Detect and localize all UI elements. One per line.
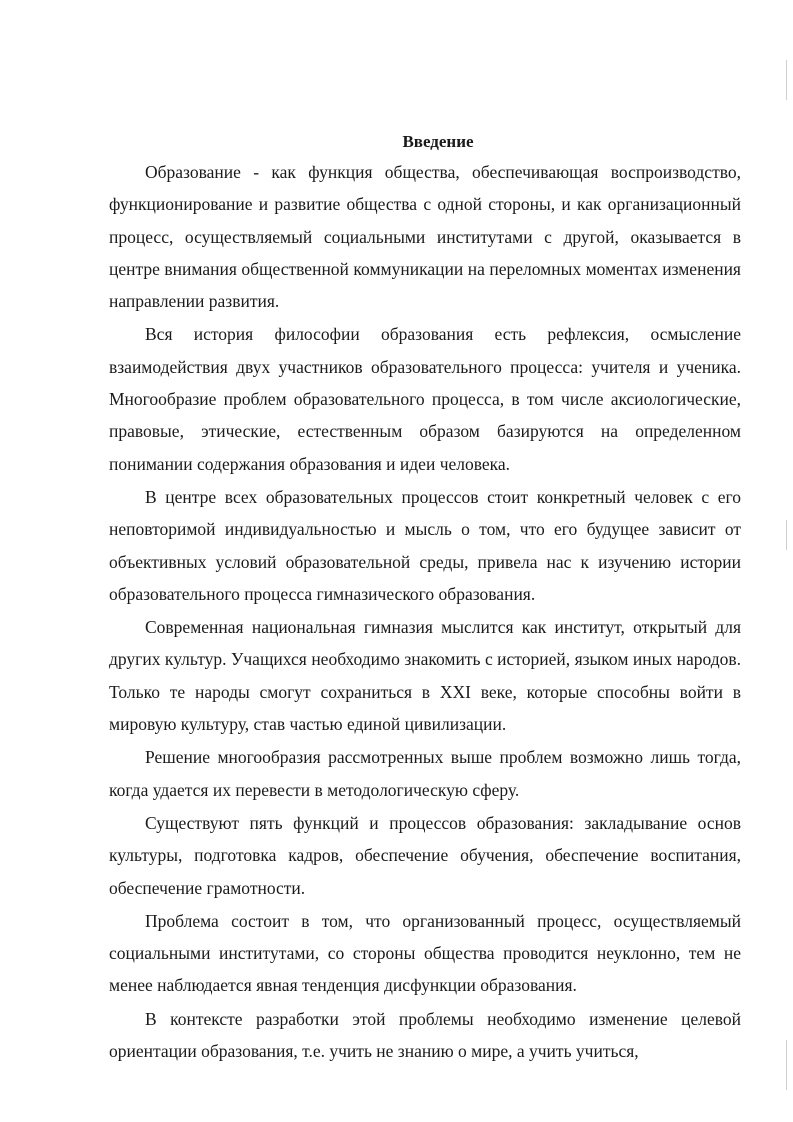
document-body <box>109 128 741 1067</box>
scan-edge-mark <box>786 60 787 100</box>
paragraph-8: В контексте разработки этой проблемы необходимо изменение целевой ориентации образования, т.е. учить не знанию о мире, а учить учиться, <box>109 1008 741 1062</box>
paragraph-3: В центре всех образовательных процессов стоит конкретный человек с его неповторимой индивидуальностью и мысль о том, что его будущее зависит от объективных условий образовательной среды, привела нас к изучению истории образовательного процесса гимназического образования. <box>109 486 741 604</box>
scan-edge-mark <box>786 520 787 550</box>
paragraph-2: Вся история философии образования есть рефлексия, осмысление взаимодействия двух участников образовательного процесса: учителя и ученика. Многообразие проблем образовательного процесса, в том числе аксиологические, правовые, этические, естественным образом базируются на определенном понимании содержания образования и идеи человека. <box>109 324 741 474</box>
document-heading: Введение <box>402 132 474 151</box>
paragraph-1: Образование - как функция общества, обеспечивающая воспроизводство, функционирование и развитие общества с одной стороны, и как организационный процесс, осуществляемый социальными институтами с другой, оказывается в центре внимания общественной коммуникации на переломных моментах изменения направлении развития. <box>109 162 741 312</box>
scan-edge-mark <box>786 1040 787 1090</box>
paragraph-6: Существуют пять функций и процессов образования: закладывание основ культуры, подготовка кадров, обеспечение обучения, обеспечение воспитания, обеспечение грамотности. <box>109 812 741 898</box>
paragraph-4: Современная национальная гимназия мыслится как институт, открытый для других культур. Учащихся необходимо знакомить с историей, языком иных народов. Только те народы смогут сохраниться в XXI веке, которые способны войти в мировую культуру, став частью единой цивилизации. <box>109 617 741 735</box>
paragraph-7: Проблема состоит в том, что организованный процесс, осуществляемый социальными институтами, со стороны общества проводится неуклонно, тем не менее наблюдается явная тенденция дисфункции образования. <box>109 910 741 996</box>
paragraph-5: Решение многообразия рассмотренных выше проблем возможно лишь тогда, когда удается их перевести в методологическую сферу. <box>109 747 741 800</box>
